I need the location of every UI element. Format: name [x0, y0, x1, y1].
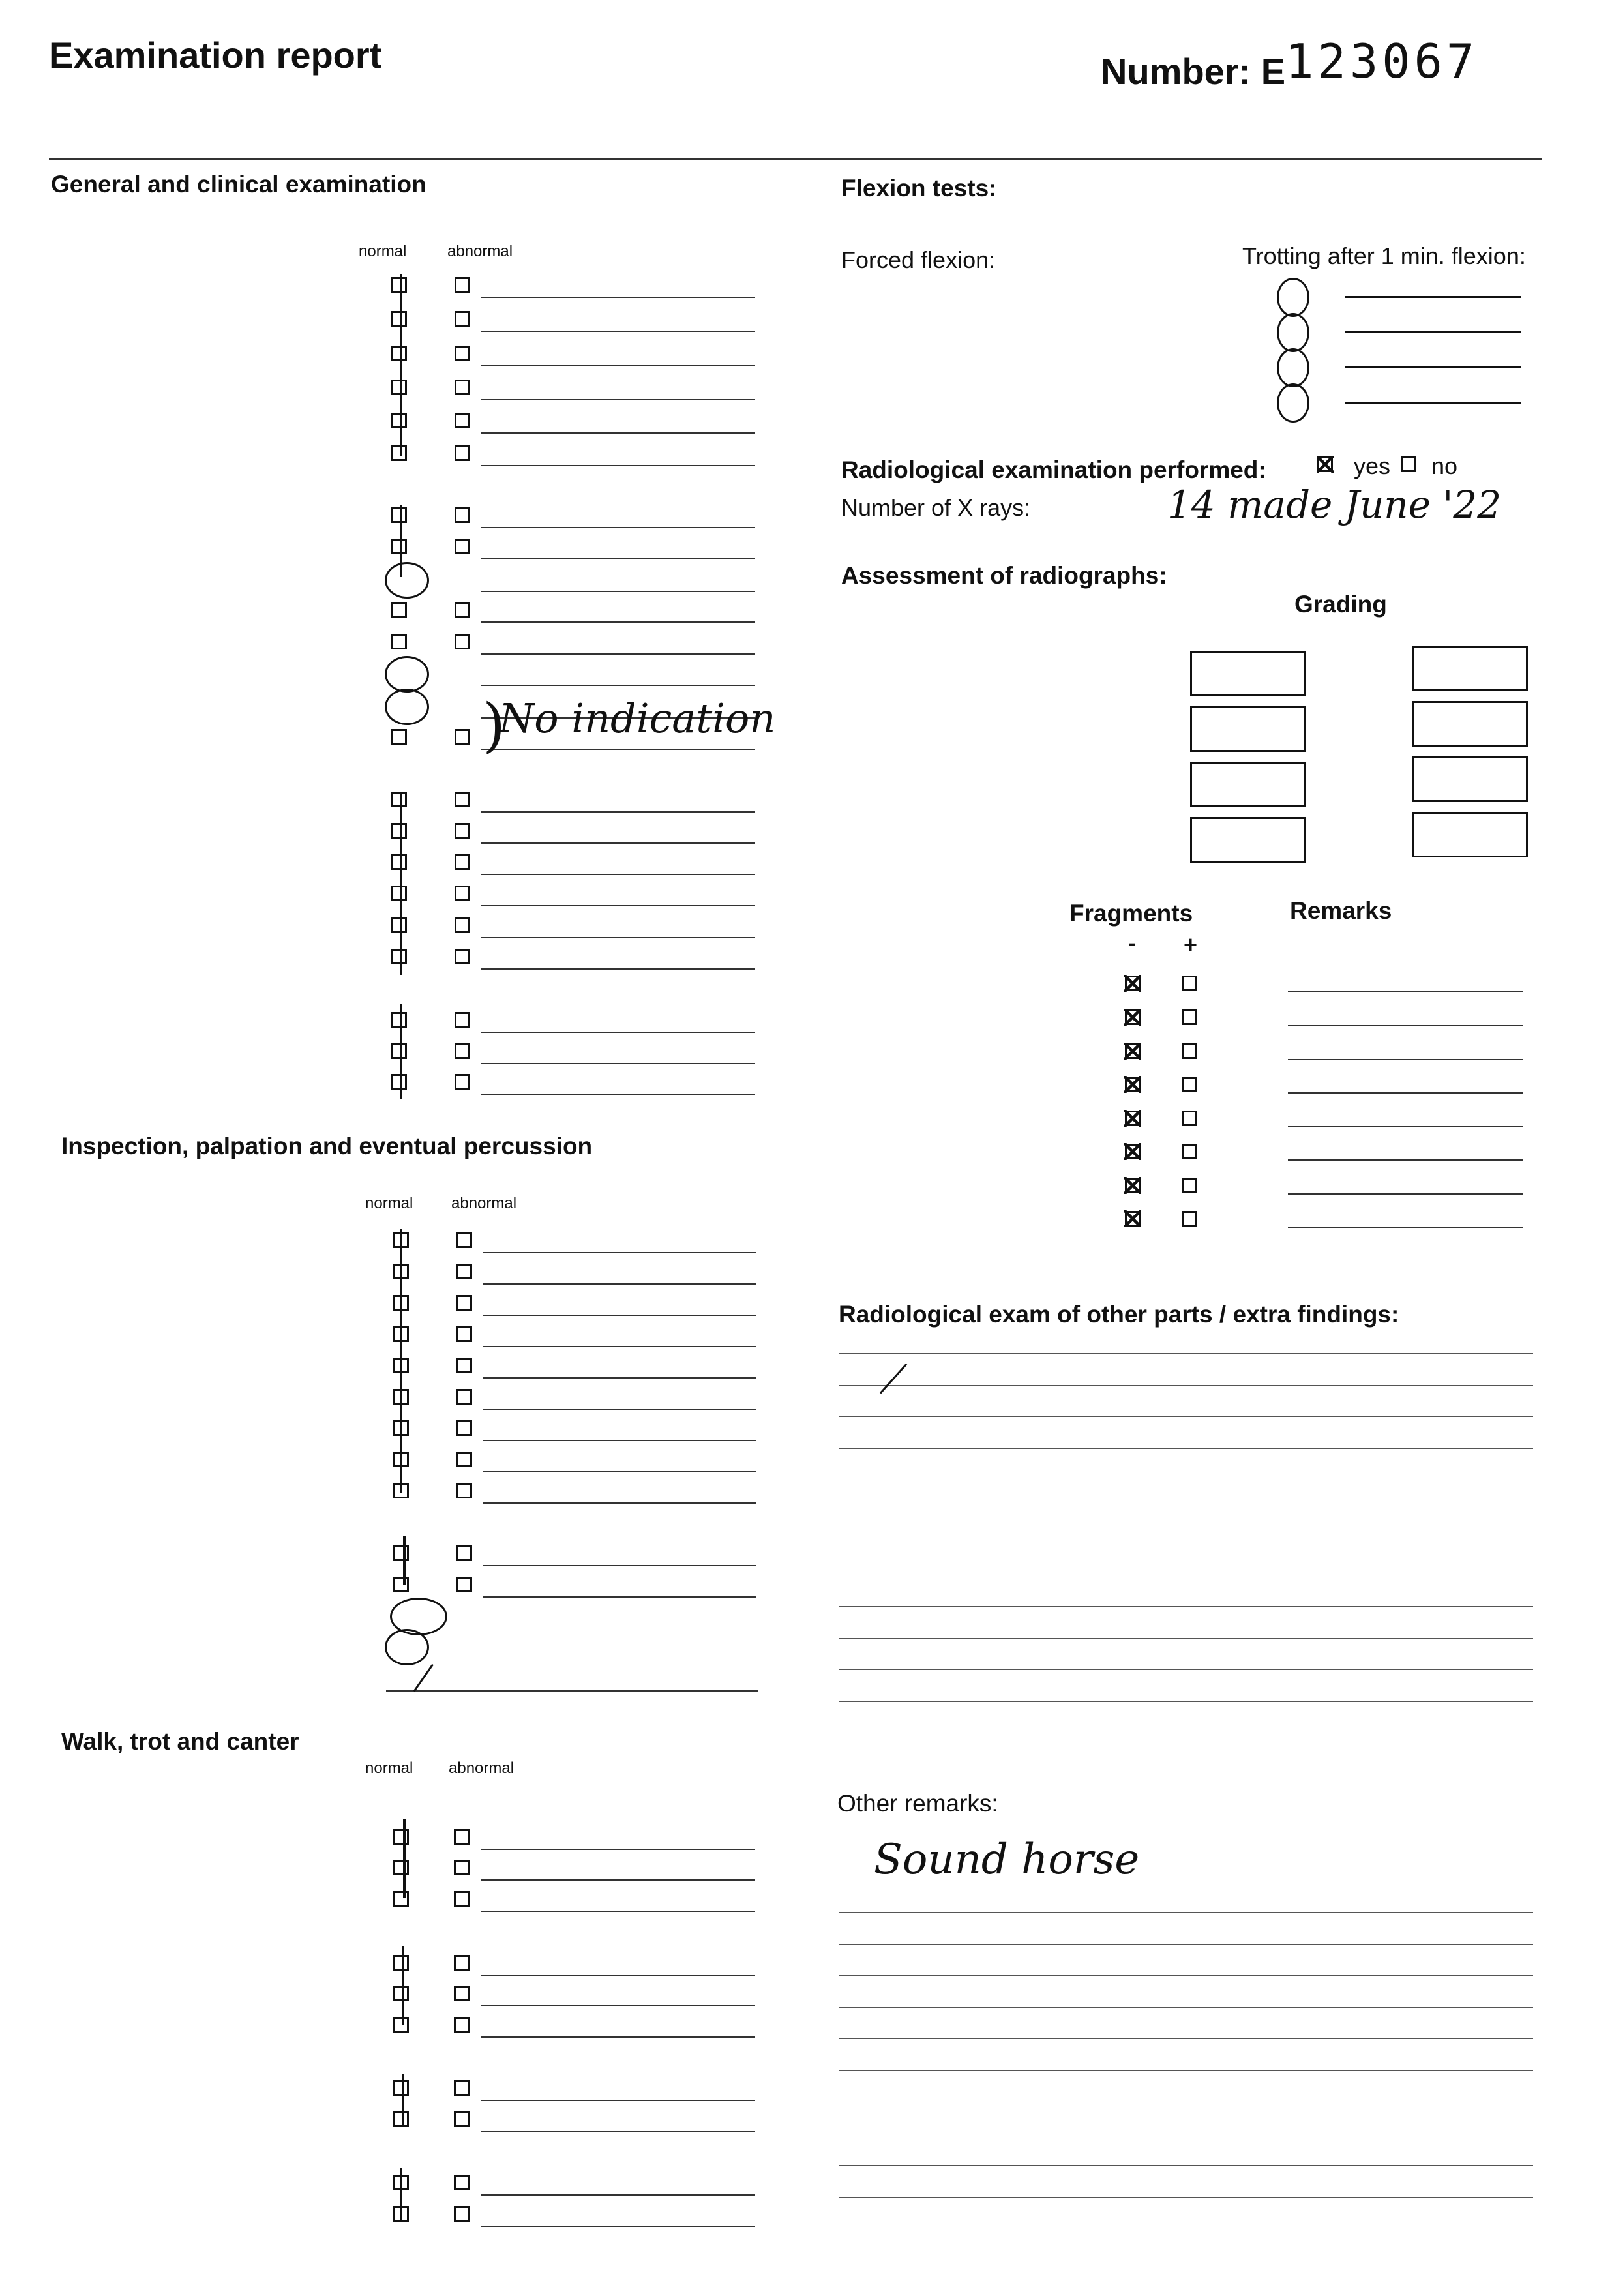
left-grade-box[interactable] [1190, 762, 1306, 807]
remark-line[interactable] [481, 685, 755, 686]
normal-stroke [403, 1536, 406, 1585]
fragments-plus: + [1184, 931, 1198, 958]
fragment-minus-checkbox[interactable] [1125, 976, 1141, 991]
circled-minus [1277, 348, 1309, 387]
abnormal-checkbox[interactable] [456, 1420, 472, 1436]
normal-checkbox[interactable] [391, 634, 407, 649]
normal-checkbox[interactable] [391, 539, 407, 554]
dash-mark [413, 1664, 434, 1692]
fragment-minus-checkbox[interactable] [1125, 1077, 1141, 1092]
normal-checkbox[interactable] [391, 346, 407, 361]
abnormal-checkbox[interactable] [455, 1043, 470, 1059]
scale-strike [1345, 296, 1521, 298]
fragment-remark-line[interactable] [1288, 1059, 1523, 1060]
header-divider [49, 158, 1542, 160]
ruled-line[interactable] [839, 2197, 1533, 2198]
remark-line[interactable] [483, 1596, 756, 1598]
abnormal-checkbox[interactable] [456, 1358, 472, 1373]
fragment-plus-checkbox[interactable] [1182, 1178, 1197, 1193]
abnormal-checkbox[interactable] [454, 2175, 470, 2190]
normal-checkbox[interactable] [393, 2017, 409, 2033]
circled-minus [1277, 278, 1309, 317]
normal-checkbox[interactable] [391, 917, 407, 933]
abnormal-checkbox[interactable] [455, 539, 470, 554]
abnormal-checkbox[interactable] [455, 1074, 470, 1090]
circled-no [385, 689, 429, 725]
general-section-title: General and clinical examination [51, 171, 426, 198]
abnormal-checkbox[interactable] [454, 2080, 470, 2096]
remark-line[interactable] [481, 1911, 755, 1912]
left-grade-box[interactable] [1190, 706, 1306, 752]
left-grade-box[interactable] [1190, 651, 1306, 696]
abnormal-checkbox[interactable] [455, 277, 470, 293]
remark-line[interactable] [481, 591, 755, 592]
normal-col-label: normal [365, 1195, 413, 1212]
abnormal-checkbox[interactable] [455, 1012, 470, 1028]
normal-stroke [400, 1229, 402, 1493]
fragment-minus-checkbox[interactable] [1125, 1043, 1141, 1059]
remark-line[interactable] [483, 1440, 756, 1441]
normal-stroke [400, 274, 402, 456]
trotting-flexion-label: Trotting after 1 min. flexion: [1242, 243, 1526, 269]
fragment-plus-checkbox[interactable] [1182, 1111, 1197, 1126]
fragment-plus-checkbox[interactable] [1182, 1009, 1197, 1025]
scale-strike [1345, 402, 1521, 404]
abnormal-checkbox[interactable] [454, 1955, 470, 1971]
fragments-minus: - [1128, 929, 1136, 956]
abnormal-checkbox[interactable] [456, 1264, 472, 1279]
remark-line[interactable] [481, 811, 755, 813]
remark-line[interactable] [483, 1377, 756, 1379]
normal-checkbox[interactable] [393, 1955, 409, 1971]
left-grade-box[interactable] [1190, 817, 1306, 863]
abnormal-checkbox[interactable] [455, 634, 470, 649]
remark-line[interactable] [481, 2226, 755, 2227]
remark-line[interactable] [483, 1502, 756, 1504]
fragment-minus-checkbox[interactable] [1125, 1111, 1141, 1126]
circled-no [385, 562, 429, 599]
other-remarks-title: Other remarks: [837, 1790, 998, 1817]
abnormal-checkbox[interactable] [456, 1326, 472, 1342]
abnormal-checkbox[interactable] [454, 1986, 470, 2001]
ruled-line[interactable] [839, 1975, 1533, 1976]
abnormal-checkbox[interactable] [455, 602, 470, 618]
xray-no-label: no [1431, 453, 1458, 479]
abnormal-checkbox[interactable] [455, 729, 470, 745]
flexion-title: Flexion tests: [841, 175, 997, 201]
remark-line[interactable] [481, 842, 755, 844]
normal-checkbox[interactable] [391, 823, 407, 839]
remark-line[interactable] [481, 2131, 755, 2132]
fragment-remark-line[interactable] [1288, 991, 1523, 992]
right-grade-box[interactable] [1412, 646, 1528, 691]
remark-line[interactable] [481, 527, 755, 528]
fragment-plus-checkbox[interactable] [1182, 1043, 1197, 1059]
abnormal-checkbox[interactable] [454, 2017, 470, 2033]
abnormal-checkbox[interactable] [455, 413, 470, 428]
remark-line[interactable] [481, 331, 755, 332]
fragment-plus-checkbox[interactable] [1182, 1211, 1197, 1227]
remark-line[interactable] [483, 1565, 756, 1566]
fragment-minus-checkbox[interactable] [1125, 1211, 1141, 1227]
ruled-line[interactable] [839, 1669, 1533, 1670]
abnormal-checkbox[interactable] [456, 1452, 472, 1467]
abnormal-checkbox[interactable] [455, 949, 470, 964]
normal-col-label: normal [365, 1759, 413, 1777]
fragments-title: Fragments [1069, 900, 1193, 927]
abnormal-checkbox[interactable] [455, 823, 470, 839]
remark-line[interactable] [481, 937, 755, 938]
remark-line[interactable] [481, 432, 755, 434]
ruled-line[interactable] [839, 2165, 1533, 2166]
remark-line[interactable] [483, 1409, 756, 1410]
right-grade-box[interactable] [1412, 701, 1528, 747]
forced-flexion-label: Forced flexion: [841, 246, 996, 273]
remark-line[interactable] [481, 2100, 755, 2101]
xray-count-label: Number of X rays: [841, 494, 1031, 521]
remark-line[interactable] [481, 749, 755, 750]
abnormal-checkbox[interactable] [454, 2206, 470, 2222]
remark-line[interactable] [483, 1471, 756, 1472]
remark-line[interactable] [481, 399, 755, 400]
remark-line[interactable] [481, 1094, 755, 1095]
ruled-line[interactable] [839, 1606, 1533, 1607]
remarks-title: Remarks [1290, 897, 1392, 924]
other-remarks-value: Sound horse [874, 1836, 1140, 1884]
normal-stroke [400, 2168, 402, 2220]
normal-stroke [400, 792, 402, 975]
remark-line[interactable] [483, 1315, 756, 1316]
remark-line[interactable] [481, 1849, 755, 1850]
normal-checkbox[interactable] [391, 854, 407, 870]
normal-checkbox[interactable] [391, 729, 407, 745]
normal-checkbox[interactable] [393, 1986, 409, 2001]
xray-yes-checkbox[interactable] [1317, 456, 1333, 472]
remark-line[interactable] [481, 621, 755, 623]
abnormal-checkbox[interactable] [456, 1545, 472, 1561]
xray-count-value: 14 made June '22 [1167, 483, 1502, 527]
normal-checkbox[interactable] [393, 1891, 409, 1907]
report-number: 123067 [1285, 34, 1479, 89]
dash-mark [880, 1364, 907, 1394]
normal-checkbox[interactable] [393, 1545, 409, 1561]
fragment-plus-checkbox[interactable] [1182, 1077, 1197, 1092]
normal-checkbox[interactable] [391, 792, 407, 807]
abnormal-checkbox[interactable] [456, 1232, 472, 1248]
normal-checkbox[interactable] [391, 380, 407, 395]
normal-checkbox[interactable] [393, 2111, 409, 2127]
circled-no [385, 1629, 429, 1665]
normal-checkbox[interactable] [391, 949, 407, 964]
abnormal-checkbox[interactable] [455, 380, 470, 395]
circled-minus [1277, 313, 1309, 352]
normal-checkbox[interactable] [391, 413, 407, 428]
ruled-line[interactable] [839, 1385, 1533, 1386]
fragment-remark-line[interactable] [1288, 1025, 1523, 1026]
ruled-line[interactable] [839, 2070, 1533, 2071]
ruled-line[interactable] [839, 1944, 1533, 1945]
abnormal-checkbox[interactable] [456, 1295, 472, 1311]
abnormal-checkbox[interactable] [454, 1891, 470, 1907]
remark-line[interactable] [481, 2036, 755, 2038]
remark-line[interactable] [481, 465, 755, 466]
right-grade-box[interactable] [1412, 812, 1528, 857]
abnormal-checkbox[interactable] [456, 1577, 472, 1592]
remark-line[interactable] [481, 874, 755, 875]
ruled-line[interactable] [839, 2007, 1533, 2008]
ruled-line[interactable] [839, 2038, 1533, 2039]
abnormal-col-label: abnormal [449, 1759, 515, 1777]
circled-no [385, 656, 429, 693]
xray-no-checkbox[interactable] [1401, 456, 1416, 472]
ruled-line[interactable] [839, 1448, 1533, 1449]
normal-checkbox[interactable] [393, 1860, 409, 1875]
remark-line[interactable] [481, 968, 755, 970]
ruled-line[interactable] [839, 1701, 1533, 1702]
fragment-minus-checkbox[interactable] [1125, 1009, 1141, 1025]
remark-line[interactable] [481, 2194, 755, 2196]
remark-line[interactable] [481, 905, 755, 906]
fragment-remark-line[interactable] [1288, 1092, 1523, 1094]
ruled-line[interactable] [839, 1353, 1533, 1354]
remark-line[interactable] [481, 1063, 755, 1064]
scale-strike [1345, 331, 1521, 333]
remark-line[interactable] [481, 297, 755, 298]
abnormal-checkbox[interactable] [456, 1483, 472, 1498]
normal-stroke [402, 2074, 404, 2126]
other-parts-title: Radiological exam of other parts / extra findings: [839, 1301, 1399, 1328]
abnormal-checkbox[interactable] [455, 886, 470, 901]
remark-line[interactable] [481, 653, 755, 655]
normal-checkbox[interactable] [393, 1577, 409, 1592]
normal-checkbox[interactable] [393, 1829, 409, 1845]
normal-checkbox[interactable] [391, 1043, 407, 1059]
normal-stroke [400, 1004, 402, 1099]
normal-stroke [403, 1819, 406, 1898]
abnormal-checkbox[interactable] [455, 311, 470, 327]
fragment-plus-checkbox[interactable] [1182, 1144, 1197, 1159]
normal-col-label: normal [359, 243, 407, 260]
normal-checkbox[interactable] [391, 507, 407, 523]
normal-checkbox[interactable] [391, 1012, 407, 1028]
assessment-title: Assessment of radiographs: [841, 562, 1167, 589]
fragment-remark-line[interactable] [1288, 1193, 1523, 1195]
inspection-section-title: Inspection, palpation and eventual percussion [61, 1133, 593, 1159]
abnormal-checkbox[interactable] [454, 1860, 470, 1875]
fragment-remark-line[interactable] [1288, 1159, 1523, 1161]
fragment-remark-line[interactable] [1288, 1227, 1523, 1228]
abnormal-checkbox[interactable] [455, 445, 470, 461]
abnormal-checkbox[interactable] [454, 2111, 470, 2127]
abnormal-checkbox[interactable] [456, 1389, 472, 1405]
radiological-performed-label: Radiological examination performed: [841, 456, 1266, 483]
normal-stroke [402, 1946, 404, 2025]
scale-strike [1345, 366, 1521, 368]
normal-checkbox[interactable] [391, 886, 407, 901]
normal-checkbox[interactable] [391, 602, 407, 618]
normal-checkbox[interactable] [391, 311, 407, 327]
fragment-minus-checkbox[interactable] [1125, 1178, 1141, 1193]
remark-line[interactable] [483, 1252, 756, 1253]
remark-line[interactable] [481, 1879, 755, 1881]
grading-label: Grading [1294, 591, 1387, 618]
remark-line[interactable] [386, 1690, 758, 1692]
abnormal-checkbox[interactable] [455, 346, 470, 361]
abnormal-checkbox[interactable] [455, 917, 470, 933]
ruled-line[interactable] [839, 1912, 1533, 1913]
remark-line[interactable] [481, 1975, 755, 1976]
right-grade-box[interactable] [1412, 756, 1528, 802]
remark-line[interactable] [483, 1283, 756, 1285]
ruled-line[interactable] [839, 1416, 1533, 1417]
page-title: Examination report [49, 35, 382, 76]
remark-line[interactable] [481, 558, 755, 559]
gait-section-title: Walk, trot and canter [61, 1728, 299, 1755]
number-label: Number: E123067 [1101, 34, 1479, 92]
remark-line[interactable] [483, 1346, 756, 1347]
normal-stroke [400, 505, 402, 577]
laryngoscopy-note: No indication [499, 694, 776, 742]
fragment-plus-checkbox[interactable] [1182, 976, 1197, 991]
ruled-line[interactable] [839, 1638, 1533, 1639]
abnormal-checkbox[interactable] [455, 792, 470, 807]
abnormal-col-label: abnormal [451, 1195, 517, 1212]
remark-line[interactable] [481, 2005, 755, 2006]
remark-line[interactable] [481, 1032, 755, 1033]
xray-yes-label: yes [1354, 453, 1391, 479]
remark-line[interactable] [481, 365, 755, 366]
fragment-minus-checkbox[interactable] [1125, 1144, 1141, 1159]
abnormal-checkbox[interactable] [455, 507, 470, 523]
circled-minus [1277, 383, 1309, 423]
abnormal-checkbox[interactable] [455, 854, 470, 870]
abnormal-col-label: abnormal [447, 243, 513, 260]
normal-checkbox[interactable] [393, 2080, 409, 2096]
normal-checkbox[interactable] [391, 1074, 407, 1090]
normal-checkbox[interactable] [391, 445, 407, 461]
normal-checkbox[interactable] [391, 277, 407, 293]
brace-mark: ) [483, 691, 506, 760]
abnormal-checkbox[interactable] [454, 1829, 470, 1845]
fragment-remark-line[interactable] [1288, 1126, 1523, 1127]
